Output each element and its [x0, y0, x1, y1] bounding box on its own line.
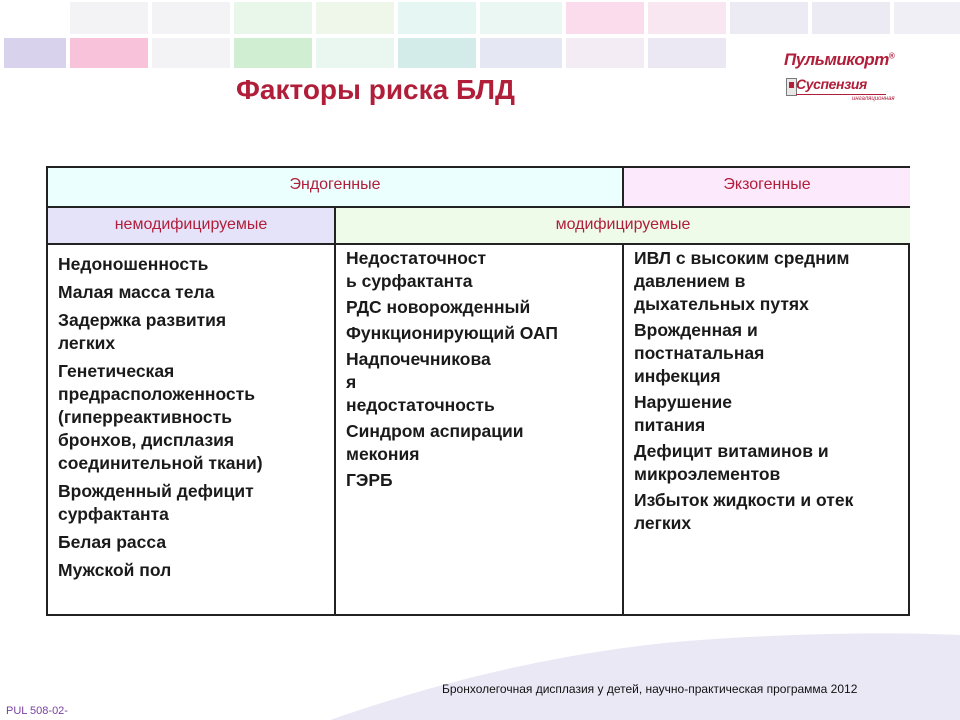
- source-citation: Бронхолегочная дисплазия у детей, научно-практическая программа 2012: [442, 682, 858, 696]
- list-item: РДС новорожденный: [346, 297, 531, 317]
- logo-subtext: ингаляционная: [852, 96, 895, 102]
- logo-rule: [796, 94, 886, 95]
- list-item: Недоношенность: [58, 254, 209, 274]
- column-modifiable-endogenous: [336, 245, 624, 614]
- list-item: Врожденная и постнатальная инфекция: [634, 320, 765, 386]
- list-item: Надпочечникова я недостаточность: [346, 349, 495, 415]
- list-item: Задержка развития легких: [58, 310, 227, 353]
- risk-factors-table: [46, 166, 910, 616]
- list-item: Функционирующий ОАП: [346, 323, 558, 343]
- page-title: Факторы риска БЛД: [236, 74, 516, 105]
- header-exogenous: Экзогенные: [624, 168, 910, 208]
- subheader-nonmodifiable: немодифицируемые: [48, 208, 336, 245]
- registered-mark: ®: [888, 51, 895, 61]
- list-item: Нарушение питания: [634, 392, 732, 435]
- logo-brand-name: Пульмикорт: [784, 50, 889, 69]
- list-item: ИВЛ с высоким средним давлением в дыхательных путях: [634, 248, 850, 314]
- list-item: ГЭРБ: [346, 470, 393, 490]
- list-item: Избыток жидкости и отек легких: [634, 490, 854, 533]
- subheader-modifiable: модифицируемые: [336, 208, 910, 245]
- column-exogenous: [624, 245, 910, 614]
- logo-form: Суспензия: [796, 76, 867, 92]
- list-item: Синдром аспирации мекония: [346, 421, 524, 464]
- document-code: PUL 508-02-: [6, 705, 68, 717]
- footer-wave: [0, 630, 960, 720]
- list-item: Дефицит витаминов и микроэлементов: [634, 441, 829, 484]
- list-item: Недостаточност ь сурфактанта: [346, 248, 487, 291]
- list-item: Мужской пол: [58, 560, 172, 580]
- header-endogenous: Эндогенные: [48, 168, 624, 208]
- pulmicort-logo: [782, 48, 902, 112]
- list-item: Врожденный дефицит сурфактанта: [58, 481, 254, 524]
- list-item: Белая расса: [58, 532, 167, 552]
- column-nonmodifiable-endogenous: [48, 245, 336, 614]
- list-item: Генетическая предрасположенность (гиперреактивность бронхов, дисплазия соединительной ткани): [58, 361, 263, 473]
- list-item: Малая масса тела: [58, 282, 215, 302]
